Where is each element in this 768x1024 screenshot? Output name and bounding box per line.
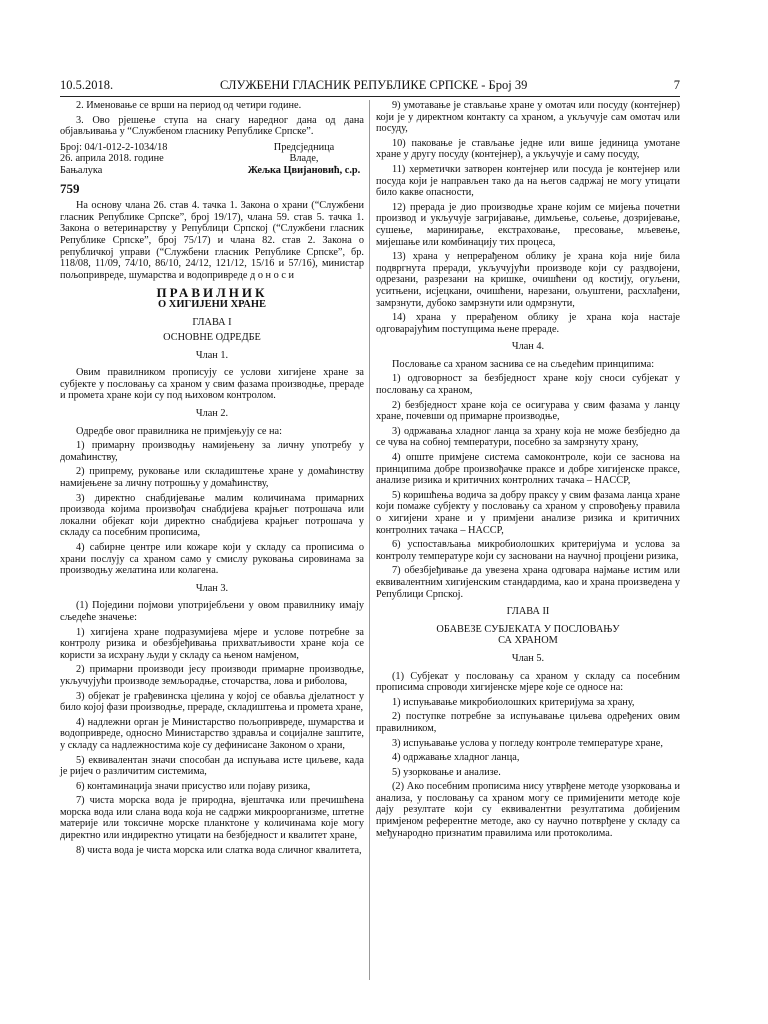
paragraph: 7) чиста морска вода је природна, вјештачка или пречишћена морска вода или слана вода која не садржи микроорганизме, штетне материје или токсичне морске планктоне у количинама које могу директно или индиректно утицати на безбједност и квалитет хране, <box>60 795 364 842</box>
signatory-title: Предсједница <box>273 141 335 153</box>
article-heading: Члан 3. <box>195 582 229 594</box>
paragraph: 2) примарни производи јесу производи примарне производње, укључујући производе земљорадње, сточарства, лова и риболова, <box>60 664 364 687</box>
paragraph: 12) прерада је дио производње хране којим се мијења почетни производ и укључује загријавање, димљење, сољење, дозријевање, сушење, маринирање, екстраховање, пресовање, мљевење, мијешање или комбинацију тих процеса, <box>376 201 680 248</box>
paragraph: (1) Поједини појмови употријебљени у овом правилнику имају сљедеће значење: <box>60 600 364 623</box>
paragraph: (2) Ако посебним прописима нису утврђене методе узорковања и анализа, у пословању са храном могу се примијенити методе које дају резултате који су еквивалентни резултатима добијеним примјеном референтне методе, ако су научно потврђене у складу са међународно признатим правилима или протоколима. <box>376 781 680 839</box>
paragraph: 6) успостављања микробиолошких критеријума и услова за контролу температуре који су засновани на научној процјени ризика, <box>376 539 680 562</box>
signatory <box>244 142 364 177</box>
act-number: 759 <box>60 180 80 196</box>
signature-block <box>60 142 364 177</box>
right-column <box>376 100 680 842</box>
paragraph: 8) чиста вода је чиста морска или слатка вода сличног квалитета, <box>76 844 362 856</box>
paragraph: 10) паковање је стављање једне или више јединица умотане хране у другу посуду (контејнер), а укључује и саму посуду, <box>376 137 680 161</box>
article-heading: Члан 4. <box>511 341 545 353</box>
paragraph: Одредбе овог правилника не примјењују се на: <box>76 425 282 437</box>
article-heading: Члан 1. <box>195 349 229 361</box>
paragraph: Пословање са храном заснива се на сљедећим принципима: <box>392 358 655 370</box>
signatory-body: Владе, <box>289 153 319 165</box>
paragraph: (1) Субјекат у пословању са храном у складу са посебним прописима спроводи хигијенске мјере које се односе на: <box>376 670 680 694</box>
paragraph: 5) еквивалентан значи способан да испуњава исте циљеве, када је ријеч о различитим системима, <box>60 754 364 778</box>
paragraph: 6) контаминација значи присуство или појаву ризика, <box>76 780 311 792</box>
paragraph: 3) објекат је грађевинска цјелина у којој се обавља дјелатност у било којој фази производње, прераде, складиштења и промета хране, <box>60 690 364 714</box>
paragraph: 4) надлежни орган је Министарство пољопривреде, шумарства и водопривреде, односно Министарство здравља и социјалне заштите, у складу са надлежностима које су дефинисане Законом о храни, <box>60 716 364 751</box>
article-heading: Члан 2. <box>195 408 229 420</box>
chapter-title-continued: СА ХРАНОМ <box>498 635 558 647</box>
paragraph: 3. Ово рјешење ступа на снагу наредног дана од дана објављивања у “Службеном гласнику Републике Српске”. <box>60 114 364 138</box>
column-divider <box>369 100 370 980</box>
reference-number: Број: 04/1-012-2-1034/18 <box>60 141 168 153</box>
paragraph: 5) коришћења водича за добру праксу у свим фазама ланца хране који помаже субјекту у пословању са храном у спровођењу правила о хигијени хране и у примјени анализе ризика и критичних контролних тачака – HACCP, <box>376 489 680 536</box>
left-column <box>60 100 364 859</box>
paragraph: 2) безбједност хране која се осигурава у свим фазама у ланцу хране, почевши од примарне производње, <box>376 399 680 423</box>
paragraph: 4) одржавање хладног ланца, <box>392 752 520 764</box>
paragraph: 2) поступке потребне за испуњавање циљева одређених овим правилником, <box>376 711 680 734</box>
paragraph: 1) одговорност за безбједност хране коју сноси субјекат у пословању са храном, <box>376 373 680 397</box>
paragraph: 3) одржавања хладног ланца за храну која не може безбједно да се чува на собној температури, посебно за замрзнуту храну, <box>376 425 680 449</box>
preamble: На основу члана 26. став 4. тачка 1. Закона о храни (“Службени гласник Републике Српске”, број 19/17), члана 59. став 5. тачка 1. Закона о ветеринарству у Републици Српској (“Службени гласник Републике Српске”, број 75/17) и члана 82. став 2. Закона о републичкој управи (“Службени гласник Републике Српске”, бр. 118/08, 11/09, 74/10, 86/10, 24/12, 121/12, 15/16 и 57/16), министар пољопривреде, шумарства и водопривреде д о н о с и <box>60 200 364 281</box>
paragraph: 5) узорковање и анализе. <box>392 766 501 778</box>
chapter-title: ОБАВЕЗЕ СУБЈЕКАТА У ПОСЛОВАЊУ <box>436 623 620 635</box>
page-number: 7 <box>673 78 680 92</box>
paragraph: 11) херметички затворен контејнер или посуда је контејнер или посуда који је направљен тако да на његов садржај не могу утицати било какве опасности, <box>376 163 680 199</box>
chapter-heading: ГЛАВА II <box>506 606 550 618</box>
paragraph: 7) обезбјеђивање да увезена храна одговара најмање истим или еквивалентним хигијенским стандардима, као и храна произведена у Републици Српској. <box>376 565 680 600</box>
paragraph: 3) испуњавање услова у погледу контроле температуре хране, <box>392 737 663 749</box>
paragraph: 9) умотавање је стављање хране у омотач или посуду (контејнер) који је у директном контакту са храном, а укључује сам омотач или посуду, <box>376 100 680 135</box>
chapter-title: ОСНОВНЕ ОДРЕДБЕ <box>163 332 261 344</box>
reference-place: Бањалука <box>60 164 103 176</box>
page-header <box>60 78 680 94</box>
paragraph: 2) припрему, руковање или складиштење хране у домаћинству намијењене за личну потрошњу у домаћинству, <box>60 466 364 490</box>
document-subtitle: О ХИГИЈЕНИ ХРАНЕ <box>157 298 266 310</box>
paragraph: 13) храна у непрерађеном облику је храна која није била подвргнута преради, укључујући производе који су раздвојени, одрезани, разрезани на кришке, очишћени од костију, огуљени, уситњени, исјецкани, очишћени, нарезани, ољуштени, расхлађени, замрзнути, дубоко замрзнути или одмрзнути, <box>376 251 680 309</box>
paragraph: 4) опште примјене система самоконтроле, који се заснова на принципима добре произвођачке праксе и добре хигијенске праксе, анализе ризика и критичних контролних тачака – HACCP, <box>376 452 680 487</box>
paragraph: 1) испуњавање микробиолошких критеријума за храну, <box>392 696 635 708</box>
paragraph: 1) примарну производњу намијењену за личну употребу у домаћинству, <box>60 440 364 463</box>
paragraph: 2. Именовање се врши на период од четири године. <box>76 100 302 111</box>
header-rule <box>60 96 680 97</box>
paragraph: 1) хигијена хране подразумијева мјере и услове потребне за контролу ризика и обезбјеђивања прихватљивости хране која се користи за исхрану људи у складу са њеном намјеном, <box>60 626 364 661</box>
header-date: 10.5.2018. <box>60 78 114 92</box>
header-title: СЛУЖБЕНИ ГЛАСНИК РЕПУБЛИКЕ СРПСКЕ - Број 39 <box>220 78 528 92</box>
article-heading: Члан 5. <box>511 652 545 664</box>
chapter-heading: ГЛАВА I <box>192 316 232 328</box>
paragraph: 14) храна у прерађеном облику је храна која настаје одговарајућим поступцима њене прераде. <box>376 312 680 335</box>
document-title: ПРАВИЛНИК <box>156 285 268 301</box>
reference-date: 26. априла 2018. године <box>60 153 164 165</box>
paragraph: 4) сабирне центре или кожаре који у складу са прописима о храни послују са храном само у смислу руковања сировинама за производњу желатина или колагена. <box>60 542 364 577</box>
paragraph: Овим правилником прописују се услови хигијене хране за субјекте у пословању са храном у свим фазама производње, прераде и промета хране који су под њиховом контролом. <box>60 367 364 402</box>
paragraph: 3) директно снабдијевање малим количинама примарних производа којима произвођач снабдијева крајњег потрошача или локални објекат који директно снабдијева крајњег потрошача у складу са посебним прописима, <box>60 492 364 539</box>
signatory-name: Жељка Цвијановић, с.р. <box>247 164 361 176</box>
document-reference <box>60 142 167 177</box>
